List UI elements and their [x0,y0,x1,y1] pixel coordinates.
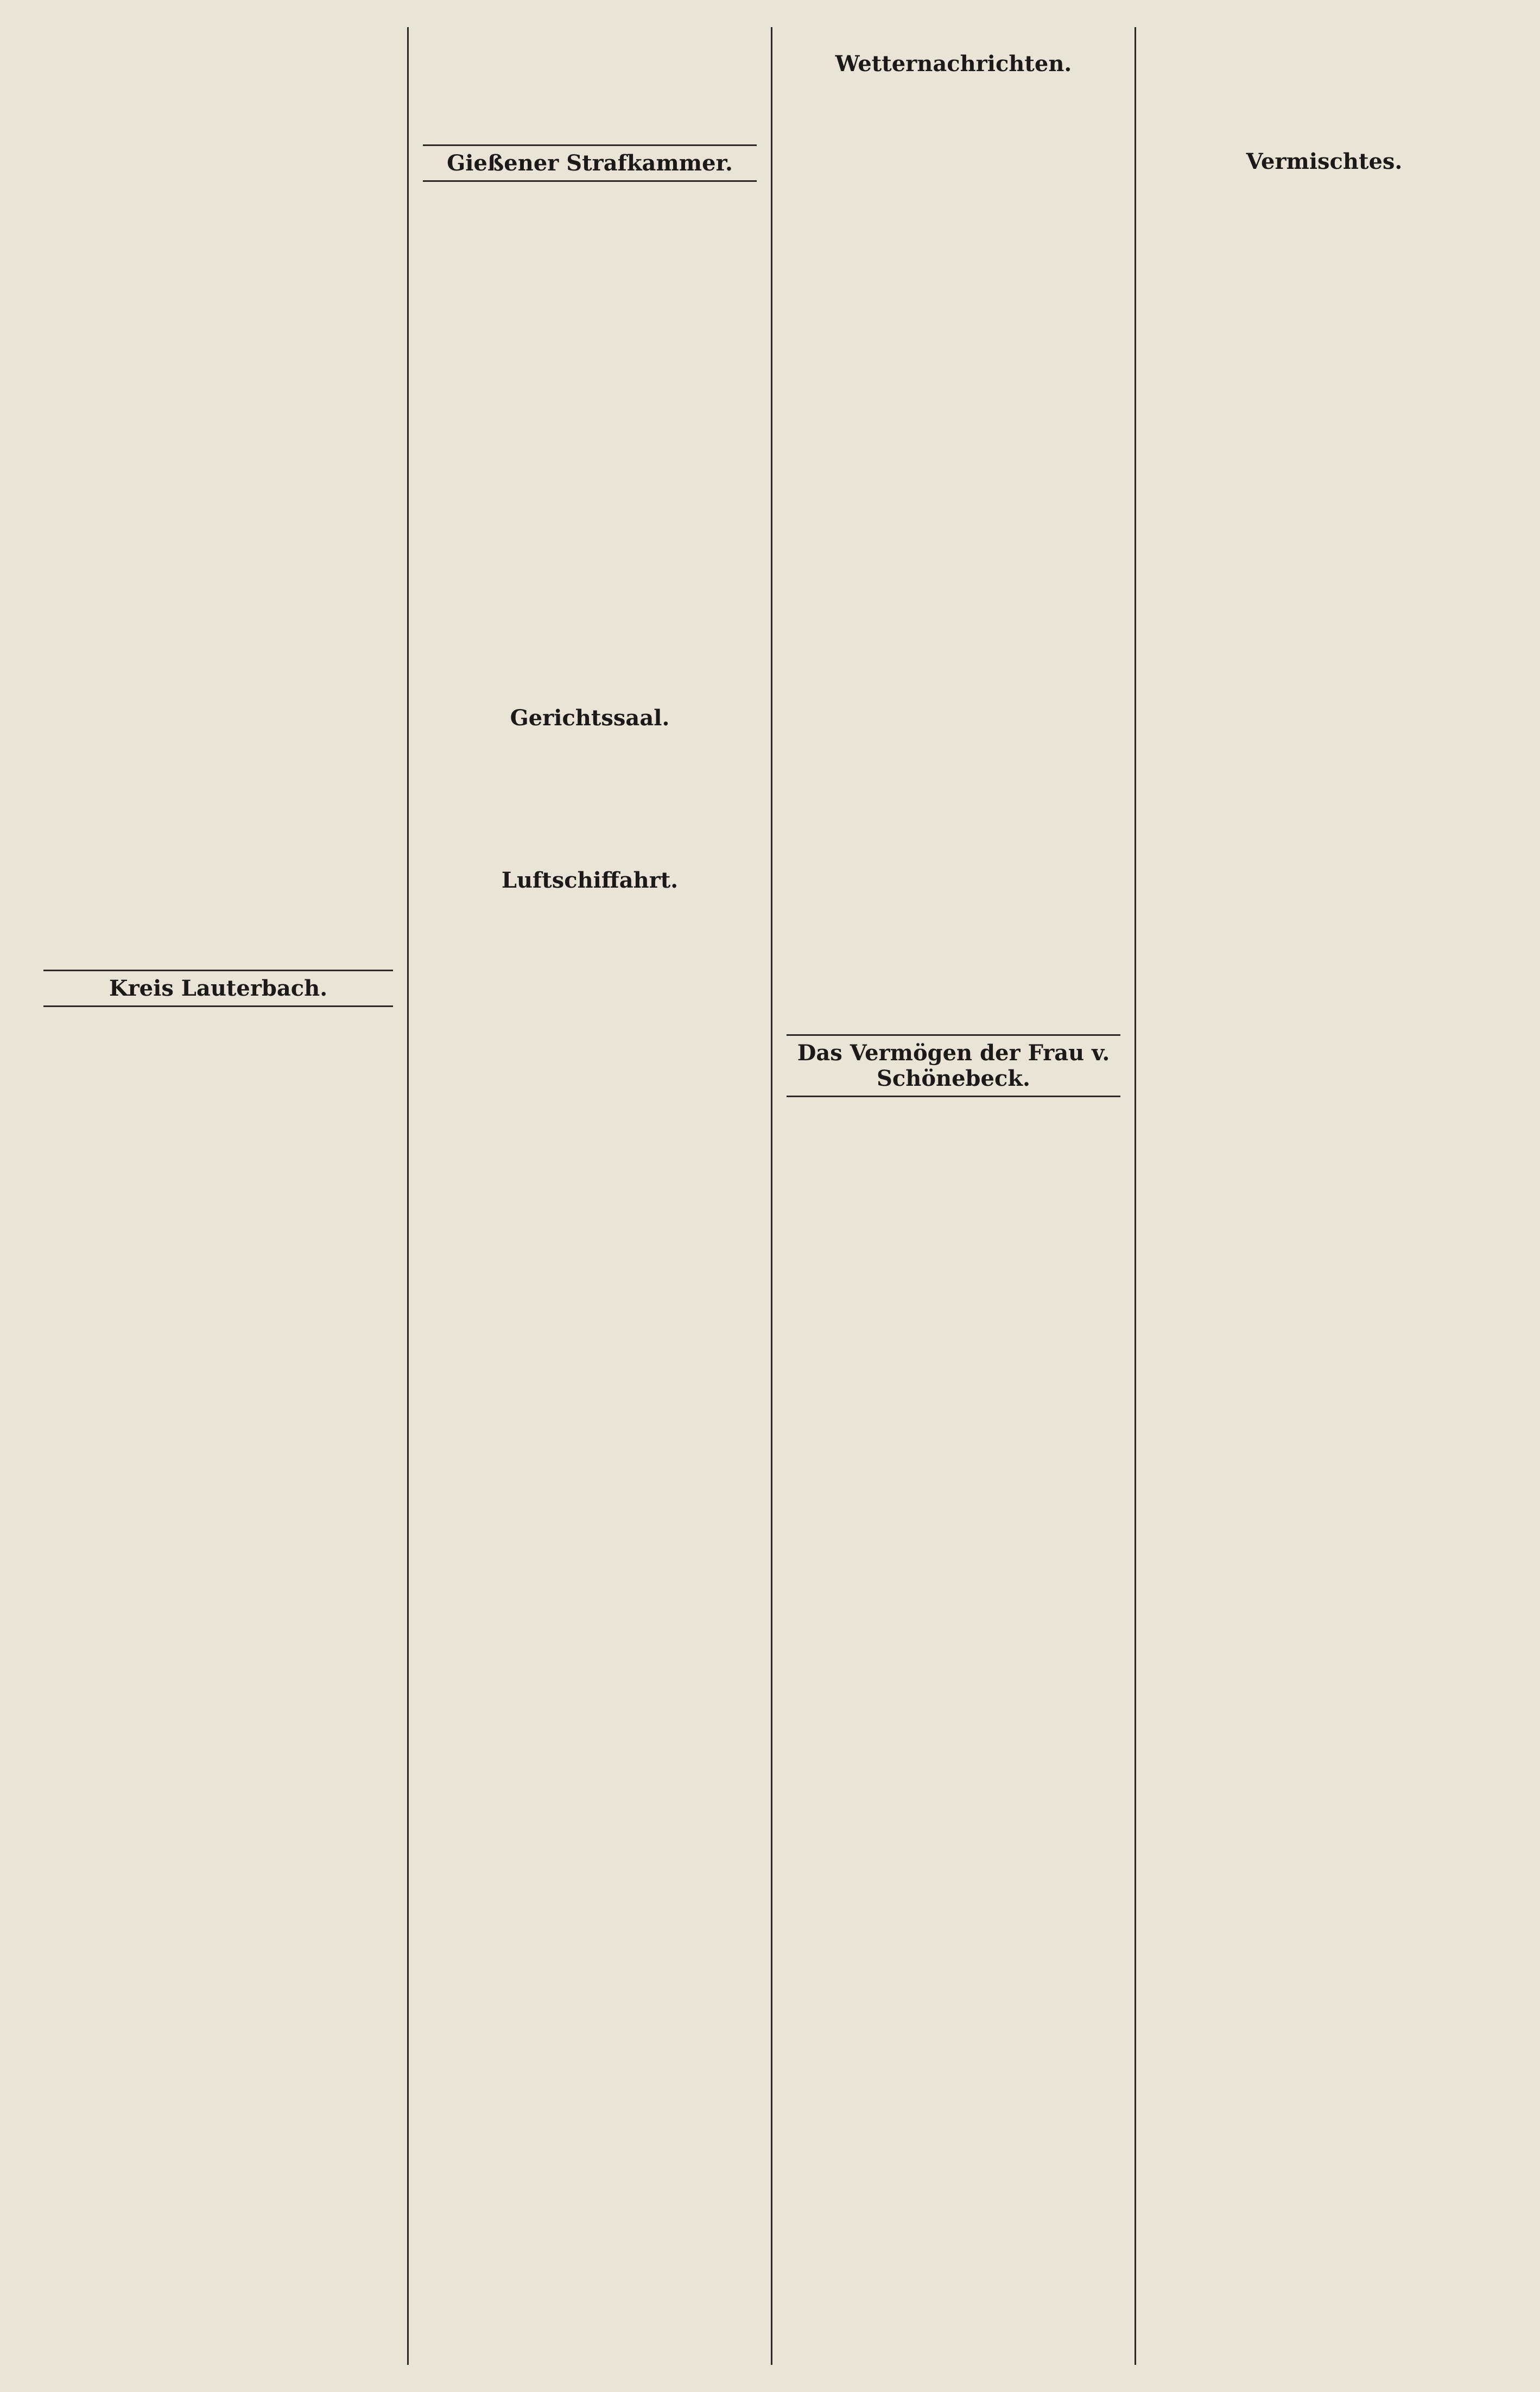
article-passage [787,1108,1120,1597]
newspaper-page [43,27,1498,2365]
heading-wetternachrichten: Wetternachrichten. [835,51,1072,77]
column-2 [407,27,771,2365]
heading-vermischtes: Vermischtes. [1246,149,1403,174]
heading-vermoegen: Das Vermögen der Frau v. Schönebeck. [787,1034,1120,1097]
article-passage [43,27,393,950]
article-passage [423,193,757,681]
heading-giessener-strafkammer: Gießener Strafkammer. [423,144,757,182]
article-passage [423,746,757,844]
article-passage [1150,189,1498,1112]
article-passage [423,908,757,1006]
article-passage [787,92,1120,1015]
article-passage [423,27,757,125]
heading-kreis-lauterbach: Kreis Lauterbach. [43,970,393,1007]
heading-luftschiffahrt: Luftschiffahrt. [501,868,679,893]
heading-gerichtssaal: Gerichtssaal. [510,705,670,731]
article-passage [1150,27,1498,125]
column-1 [43,27,407,2365]
column-3 [771,27,1135,2365]
article-passage [43,1018,393,1941]
column-4 [1135,27,1498,2365]
